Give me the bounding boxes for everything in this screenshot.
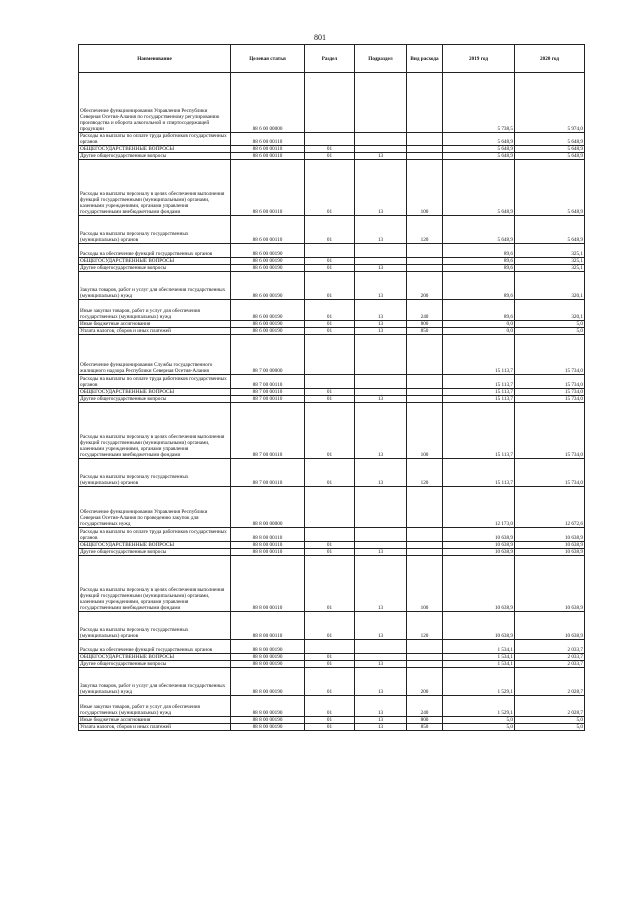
row-target-article: 88 8 00 00190 [231, 717, 305, 724]
row-amount-2019: 5 648,9 [443, 133, 515, 146]
row-section [305, 244, 355, 258]
row-amount-2019: 89,6 [443, 265, 515, 272]
row-amount-2020: 15 734,0 [515, 335, 585, 375]
row-expense-type [407, 487, 443, 528]
table-row [79, 300, 585, 321]
table-row [79, 654, 585, 661]
row-amount-2019: 15 113,7 [443, 375, 515, 389]
row-amount-2020: 2 033,7 [515, 654, 585, 661]
row-name: Закупка товаров, работ и услуг для обеспечения государственных (муниципальных) нужд [79, 272, 231, 300]
row-name: Расходы на выплаты персоналу в целях обеспечения выполнения функций государственными (муниципальными) органами, казенными учреждениями, органами управления государственными внебюджетными фондами [79, 160, 231, 216]
row-expense-type: 800 [407, 717, 443, 724]
row-subsection: 13 [355, 661, 407, 668]
row-expense-type [407, 389, 443, 396]
row-expense-type [407, 528, 443, 542]
row-subsection: 13 [355, 328, 407, 335]
row-target-article: 88 7 00 00110 [231, 403, 305, 459]
row-section [305, 335, 355, 375]
row-expense-type [407, 375, 443, 389]
table-row [79, 73, 585, 133]
table-row [79, 717, 585, 724]
row-section: 01 [305, 542, 355, 549]
row-section [305, 487, 355, 528]
row-section [305, 73, 355, 133]
row-amount-2020: 5 648,9 [515, 153, 585, 160]
row-expense-type: 100 [407, 556, 443, 612]
row-section: 01 [305, 389, 355, 396]
table-row [79, 661, 585, 668]
row-target-article: 88 8 00 00110 [231, 556, 305, 612]
row-name: Расходы на выплаты по оплате труда работников государственных органов [79, 528, 231, 542]
table-row [79, 389, 585, 396]
header-expense-type: Вид расхода [407, 45, 443, 73]
row-name: Обеспечение функционирования Управления Республики Северная Осетия-Алания по проведению закупок для государственных нужд [79, 487, 231, 528]
row-amount-2020: 320,1 [515, 300, 585, 321]
row-amount-2020: 10 638,9 [515, 542, 585, 549]
row-name: Расходы на выплаты по оплате труда работников государственных органов [79, 375, 231, 389]
row-subsection [355, 528, 407, 542]
row-amount-2020: 5,0 [515, 328, 585, 335]
row-expense-type [407, 335, 443, 375]
row-amount-2019: 15 113,7 [443, 335, 515, 375]
table-row [79, 328, 585, 335]
row-target-article: 88 7 00 00110 [231, 375, 305, 389]
row-amount-2019: 10 638,9 [443, 549, 515, 556]
row-amount-2020: 15 734,0 [515, 389, 585, 396]
row-target-article: 88 6 00 00190 [231, 244, 305, 258]
row-amount-2019: 5 648,9 [443, 216, 515, 244]
row-section: 01 [305, 216, 355, 244]
row-subsection [355, 542, 407, 549]
row-subsection: 13 [355, 153, 407, 160]
row-target-article: 88 6 00 00110 [231, 153, 305, 160]
row-amount-2019: 15 113,7 [443, 459, 515, 487]
row-amount-2020: 5 648,9 [515, 160, 585, 216]
row-section: 01 [305, 661, 355, 668]
row-name: Уплата налогов, сборов и иных платежей [79, 724, 231, 731]
row-name: Обеспечение функционирования Управления Республики Северная Осетия-Алания по государственному регулированию производства и оборота алкогольной и спиртосодержащей продукции [79, 73, 231, 133]
row-target-article: 88 6 00 00190 [231, 258, 305, 265]
row-section: 01 [305, 403, 355, 459]
row-target-article: 88 6 00 00190 [231, 328, 305, 335]
row-target-article: 88 8 00 00000 [231, 487, 305, 528]
row-name: Расходы на выплаты персоналу государственных (муниципальных) органов [79, 216, 231, 244]
row-section: 01 [305, 696, 355, 717]
row-target-article: 88 8 00 00190 [231, 668, 305, 696]
row-subsection: 13 [355, 696, 407, 717]
row-amount-2020: 2 033,7 [515, 640, 585, 654]
row-expense-type: 120 [407, 612, 443, 640]
row-expense-type: 200 [407, 272, 443, 300]
row-amount-2019: 10 638,9 [443, 542, 515, 549]
row-section [305, 528, 355, 542]
table-row [79, 640, 585, 654]
row-section: 01 [305, 272, 355, 300]
row-amount-2019: 0,0 [443, 321, 515, 328]
row-expense-type [407, 654, 443, 661]
row-amount-2019: 5,0 [443, 717, 515, 724]
row-subsection: 13 [355, 160, 407, 216]
row-section: 01 [305, 153, 355, 160]
row-name: Расходы на выплаты персоналу в целях обеспечения выполнения функций государственными (муниципальными) органами, казенными учреждениями, органами управления государственными внебюджетными фондами [79, 556, 231, 612]
row-name: Другие общегосударственные вопросы [79, 265, 231, 272]
table-row [79, 724, 585, 731]
row-expense-type [407, 73, 443, 133]
row-section: 01 [305, 321, 355, 328]
row-name: Закупка товаров, работ и услуг для обеспечения государственных (муниципальных) нужд [79, 668, 231, 696]
row-expense-type [407, 640, 443, 654]
row-amount-2019: 0,0 [443, 328, 515, 335]
row-section: 01 [305, 724, 355, 731]
table-row [79, 335, 585, 375]
header-2020: 2020 год [515, 45, 585, 73]
row-amount-2019: 89,6 [443, 244, 515, 258]
row-expense-type [407, 549, 443, 556]
row-amount-2019: 15 113,7 [443, 396, 515, 403]
row-subsection [355, 133, 407, 146]
row-amount-2019: 12 173,0 [443, 487, 515, 528]
table-row [79, 146, 585, 153]
row-subsection [355, 389, 407, 396]
row-amount-2020: 2 028,7 [515, 696, 585, 717]
row-amount-2019: 10 638,9 [443, 528, 515, 542]
row-section: 01 [305, 258, 355, 265]
row-amount-2019: 1 534,1 [443, 661, 515, 668]
row-amount-2019: 89,6 [443, 272, 515, 300]
row-subsection: 13 [355, 724, 407, 731]
table-row [79, 216, 585, 244]
row-amount-2019: 5,0 [443, 724, 515, 731]
header-2019: 2019 год [443, 45, 515, 73]
row-amount-2019: 89,6 [443, 300, 515, 321]
table-row [79, 153, 585, 160]
row-amount-2019: 5 648,9 [443, 160, 515, 216]
table-row [79, 258, 585, 265]
row-subsection: 13 [355, 321, 407, 328]
row-target-article: 88 6 00 00190 [231, 272, 305, 300]
row-amount-2019: 1 529,1 [443, 696, 515, 717]
row-target-article: 88 8 00 00190 [231, 640, 305, 654]
row-amount-2019: 1 534,1 [443, 640, 515, 654]
row-subsection [355, 73, 407, 133]
row-expense-type: 200 [407, 668, 443, 696]
row-amount-2020: 5,0 [515, 321, 585, 328]
row-section: 01 [305, 549, 355, 556]
row-subsection [355, 654, 407, 661]
row-subsection: 13 [355, 556, 407, 612]
table-row [79, 528, 585, 542]
row-target-article: 88 6 00 00190 [231, 300, 305, 321]
row-amount-2020: 10 638,9 [515, 612, 585, 640]
row-name: Иные закупки товаров, работ и услуг для обеспечения государственных (муниципальных) нужд [79, 300, 231, 321]
row-expense-type [407, 396, 443, 403]
row-subsection [355, 335, 407, 375]
row-name: Иные бюджетные ассигнования [79, 717, 231, 724]
row-amount-2020: 10 638,9 [515, 556, 585, 612]
row-expense-type [407, 542, 443, 549]
row-amount-2019: 1 534,1 [443, 654, 515, 661]
row-section: 01 [305, 265, 355, 272]
row-expense-type: 240 [407, 300, 443, 321]
row-expense-type [407, 258, 443, 265]
table-row [79, 487, 585, 528]
row-section: 01 [305, 556, 355, 612]
table-row [79, 403, 585, 459]
row-name: ОБЩЕГОСУДАРСТВЕННЫЕ ВОПРОСЫ [79, 146, 231, 153]
row-subsection [355, 244, 407, 258]
row-expense-type: 100 [407, 160, 443, 216]
row-amount-2020: 2 033,7 [515, 661, 585, 668]
table-row [79, 612, 585, 640]
row-name: Иные закупки товаров, работ и услуг для обеспечения государственных (муниципальных) нужд [79, 696, 231, 717]
row-amount-2020: 320,1 [515, 272, 585, 300]
row-amount-2020: 325,1 [515, 265, 585, 272]
page-number: 801 [314, 33, 326, 42]
row-amount-2020: 5,0 [515, 724, 585, 731]
table-row [79, 244, 585, 258]
row-target-article: 88 6 00 00110 [231, 146, 305, 153]
row-name: Другие общегосударственные вопросы [79, 549, 231, 556]
row-expense-type: 120 [407, 459, 443, 487]
row-amount-2020: 5,0 [515, 717, 585, 724]
row-target-article: 88 8 00 00110 [231, 542, 305, 549]
row-amount-2020: 15 734,0 [515, 396, 585, 403]
row-section: 01 [305, 146, 355, 153]
row-amount-2020: 15 734,0 [515, 375, 585, 389]
row-section [305, 133, 355, 146]
row-target-article: 88 8 00 00110 [231, 528, 305, 542]
row-name: Расходы на выплаты персоналу государственных (муниципальных) органов [79, 612, 231, 640]
row-amount-2019: 10 638,9 [443, 612, 515, 640]
row-amount-2019: 15 113,7 [443, 403, 515, 459]
row-expense-type [407, 153, 443, 160]
table-body [79, 73, 585, 731]
row-target-article: 88 6 00 00000 [231, 73, 305, 133]
table-row [79, 459, 585, 487]
row-name: ОБЩЕГОСУДАРСТВЕННЫЕ ВОПРОСЫ [79, 258, 231, 265]
row-target-article: 88 8 00 00110 [231, 612, 305, 640]
row-subsection: 13 [355, 300, 407, 321]
row-target-article: 88 8 00 00190 [231, 654, 305, 661]
row-amount-2020: 15 734,0 [515, 459, 585, 487]
row-amount-2019: 89,6 [443, 258, 515, 265]
row-expense-type [407, 661, 443, 668]
row-expense-type: 120 [407, 216, 443, 244]
header-section: Раздел [305, 45, 355, 73]
table-row [79, 556, 585, 612]
row-amount-2019: 5 648,9 [443, 146, 515, 153]
row-section: 01 [305, 300, 355, 321]
row-name: Другие общегосударственные вопросы [79, 396, 231, 403]
row-name: ОБЩЕГОСУДАРСТВЕННЫЕ ВОПРОСЫ [79, 542, 231, 549]
row-section: 01 [305, 654, 355, 661]
row-section [305, 375, 355, 389]
row-section: 01 [305, 668, 355, 696]
row-expense-type: 800 [407, 321, 443, 328]
row-name: Расходы на выплаты персоналу в целях обеспечения выполнения функций государственными (муниципальными) органами, казенными учреждениями, органами управления государственными внебюджетными фондами [79, 403, 231, 459]
row-target-article: 88 6 00 00190 [231, 265, 305, 272]
row-amount-2020: 5 648,9 [515, 133, 585, 146]
row-amount-2020: 325,1 [515, 244, 585, 258]
row-amount-2020: 5 974,0 [515, 73, 585, 133]
row-target-article: 88 7 00 00110 [231, 459, 305, 487]
row-subsection [355, 487, 407, 528]
row-target-article: 88 6 00 00190 [231, 321, 305, 328]
budget-table [78, 44, 585, 731]
row-target-article: 88 7 00 00110 [231, 396, 305, 403]
row-name: ОБЩЕГОСУДАРСТВЕННЫЕ ВОПРОСЫ [79, 654, 231, 661]
row-name: Расходы на выплаты по оплате труда работников государственных органов [79, 133, 231, 146]
row-subsection: 13 [355, 403, 407, 459]
row-subsection: 13 [355, 459, 407, 487]
row-amount-2020: 15 734,0 [515, 403, 585, 459]
row-subsection: 13 [355, 265, 407, 272]
row-name: ОБЩЕГОСУДАРСТВЕННЫЕ ВОПРОСЫ [79, 389, 231, 396]
row-section: 01 [305, 612, 355, 640]
row-expense-type: 850 [407, 724, 443, 731]
table-row [79, 549, 585, 556]
row-name: Другие общегосударственные вопросы [79, 661, 231, 668]
row-expense-type: 850 [407, 328, 443, 335]
table-row [79, 396, 585, 403]
row-amount-2019: 15 113,7 [443, 389, 515, 396]
table-header-row [79, 45, 585, 73]
row-name: Обеспечение функционирования Службы государственного жилищного надзора Республики Северная Осетия-Алания [79, 335, 231, 375]
row-amount-2020: 325,1 [515, 258, 585, 265]
header-name: Наименование [79, 45, 231, 73]
row-expense-type: 100 [407, 403, 443, 459]
row-target-article: 88 6 00 00110 [231, 216, 305, 244]
row-amount-2020: 5 648,9 [515, 146, 585, 153]
row-subsection: 13 [355, 612, 407, 640]
row-target-article: 88 6 00 00110 [231, 160, 305, 216]
row-amount-2019: 5 648,9 [443, 153, 515, 160]
row-name: Расходы на обеспечение функций государственных органов [79, 244, 231, 258]
row-section: 01 [305, 717, 355, 724]
row-section: 01 [305, 459, 355, 487]
table-row [79, 375, 585, 389]
table-row [79, 160, 585, 216]
row-amount-2020: 10 638,9 [515, 549, 585, 556]
table-row [79, 321, 585, 328]
row-amount-2019: 5 738,5 [443, 73, 515, 133]
table-row [79, 696, 585, 717]
row-subsection: 13 [355, 668, 407, 696]
row-expense-type [407, 265, 443, 272]
row-subsection [355, 146, 407, 153]
row-expense-type: 240 [407, 696, 443, 717]
table-row [79, 265, 585, 272]
row-name: Уплата налогов, сборов и иных платежей [79, 328, 231, 335]
row-section: 01 [305, 160, 355, 216]
row-subsection: 13 [355, 396, 407, 403]
row-subsection [355, 375, 407, 389]
row-target-article: 88 7 00 00000 [231, 335, 305, 375]
row-expense-type [407, 146, 443, 153]
row-target-article: 88 8 00 00110 [231, 549, 305, 556]
row-name: Другие общегосударственные вопросы [79, 153, 231, 160]
row-name: Расходы на выплаты персоналу государственных (муниципальных) органов [79, 459, 231, 487]
row-expense-type [407, 244, 443, 258]
row-amount-2019: 10 638,9 [443, 556, 515, 612]
row-section: 01 [305, 328, 355, 335]
row-subsection [355, 258, 407, 265]
row-subsection [355, 640, 407, 654]
row-target-article: 88 7 00 00110 [231, 389, 305, 396]
row-name: Иные бюджетные ассигнования [79, 321, 231, 328]
row-section [305, 640, 355, 654]
header-subsection: Подраздел [355, 45, 407, 73]
table-row [79, 542, 585, 549]
row-subsection: 13 [355, 216, 407, 244]
row-amount-2020: 10 638,9 [515, 528, 585, 542]
table-row [79, 133, 585, 146]
row-target-article: 88 8 00 00190 [231, 696, 305, 717]
row-target-article: 88 8 00 00190 [231, 724, 305, 731]
table-row [79, 272, 585, 300]
row-amount-2020: 2 028,7 [515, 668, 585, 696]
row-name: Расходы на обеспечение функций государственных органов [79, 640, 231, 654]
row-amount-2019: 1 529,1 [443, 668, 515, 696]
row-expense-type [407, 133, 443, 146]
row-subsection: 13 [355, 549, 407, 556]
row-target-article: 88 6 00 00110 [231, 133, 305, 146]
header-target-article: Целевая статья [231, 45, 305, 73]
row-target-article: 88 8 00 00190 [231, 661, 305, 668]
row-section: 01 [305, 396, 355, 403]
row-subsection: 13 [355, 272, 407, 300]
row-subsection: 13 [355, 717, 407, 724]
row-amount-2020: 12 672,6 [515, 487, 585, 528]
row-amount-2020: 5 648,9 [515, 216, 585, 244]
table-row [79, 668, 585, 696]
